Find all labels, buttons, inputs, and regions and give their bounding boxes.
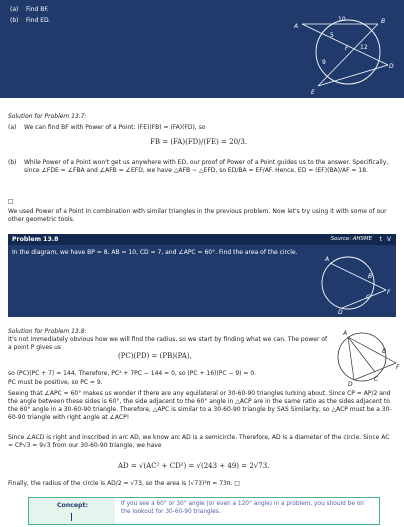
length-fb: 12 [360,44,368,51]
concept-text: If you see a 60° or 30° angle (or even a 120° angle) in a problem, you should be on the lookout for 30-60-90 triangles. [121,501,364,515]
label-e: E [311,89,315,96]
problem-13-8-source: Source: AHSME [330,236,372,242]
diagram-13-8-solution [330,325,402,387]
label-a: A [294,23,299,30]
diagram-13-8 [308,249,394,315]
pc-value-line: PC must be positive, so PC = 9. [8,379,103,386]
solution-13-8-intro: It's not immediately obvious how we will find the radius, so we start by finding what we can. The power of a point P gives us [8,336,328,351]
power-of-point-equation: (PC)(PD) = (PB)(PA), [118,352,192,360]
circle-solution [338,333,386,381]
final-answer-line: Finally, the radius of the circle is AD/2 = √73, so the area is (√73)²π = 73π. □ [8,480,240,487]
secant-ap-solution [348,337,396,363]
label-a-138: A [325,256,330,263]
diameter-equation: AD = √(AC² + CD²) = √(243 + 49) = 2√73. [118,462,270,470]
problem-13-8-title: Problem 13.8 [12,235,59,243]
length-ab: 10 [338,16,346,23]
label-a-sol: A [343,330,348,337]
problem-13-7-box [0,0,404,98]
circle-13-7 [316,20,380,84]
triangle-paragraph: Seeing that ∠APC = 60° makes us wonder if there are any equilateral or 30-60-90 triangles lurking about. Since CP = AP/2 and the angle between these sides is 60°, the side adjacent to the 60° angle in △ACP are in the same ratio as the sides adjacent to the 60° angle in a 30-60-90 triangle. Therefore, △APC is similar to a 30-60-90 triangle by SAS Similarity, so △ACP must be a 30-60-90 triangle with right angle at ∠ACP! [8,390,392,421]
circle-13-8 [322,257,374,309]
label-c-sol: C [374,376,379,383]
problem-13-8-text: In the diagram, we have BP = 8, AB = 10, CD = 7, and ∠APC = 60°. Find the area of the circle. [12,249,298,256]
diameter-paragraph: Since ∠ACD is right and inscribed in arc AD, we know arc AD is a semicircle. Therefore, AD is a diameter of the circle. Since AC = CP√3 = 9√3 from our 30-60-90 triangle, we have [8,434,390,449]
problem-13-8-box [8,245,396,317]
solution-a-tag: (a) [8,124,17,131]
solution-13-7-heading: Solution for Problem 13.7: [8,113,87,120]
text-cursor[interactable] [71,513,72,521]
label-f: F [345,45,349,52]
diagram-13-7 [290,8,402,96]
label-b-138: B [368,273,373,280]
quadratic-line: so (PC)(PC + 7) = 144. Therefore, PC² + 7PC − 144 = 0, so (PC + 16)(PC − 9) = 0. [8,370,257,377]
secant-ap [330,263,386,290]
label-d-sol: D [348,381,353,387]
label-b: B [381,18,386,25]
problem-13-8-header [8,234,396,245]
solution-a-text: We can find BF with Power of a Point: (FE)(FB) = (FA)(FD), so [24,124,206,131]
secant-dp [342,290,386,308]
label-d-138: D [338,309,343,315]
qed-mark: □ [8,198,14,205]
part-b: (b) Find ED. [10,17,51,24]
length-af: 5 [330,32,334,39]
chevron-down-icon[interactable]: V [386,235,391,243]
concept-label: Concept: [57,502,88,509]
concept-label-cell [29,498,115,524]
transition-paragraph: We used Power of a Point in combination with similar triangles in the previous problem. Now let's try using it with some of our other geometric tools. [8,208,387,223]
solution-b-text: While Power of a Point won't get us anywhere with ED, our proof of Power of a Point guides us to the answer. Specifically, since ∠FDE = ∠FBA and ∠AFB = ∠EFD, we have △AFB ∼ △EFD, so ED/BA = EF/AF. Hence, ED = (EF)(BA)/AF = 18. [24,159,389,174]
label-d: D [389,63,394,70]
part-a: (a) Find BF. [10,6,49,13]
label-f-sol: F [396,364,400,371]
label-f-138: F [387,289,391,296]
solution-13-8-heading: Solution for Problem 13.8: [8,328,87,335]
solution-a-equation: FB = (FA)(FD)/(FE) = 20/3. [150,138,248,146]
label-c-138: C [366,294,371,301]
concept-box [28,497,380,525]
text-icon[interactable]: t [379,235,382,243]
label-b-sol: B [382,348,387,355]
length-fd: 9 [322,59,326,66]
solution-b-tag: (b) [8,159,17,166]
